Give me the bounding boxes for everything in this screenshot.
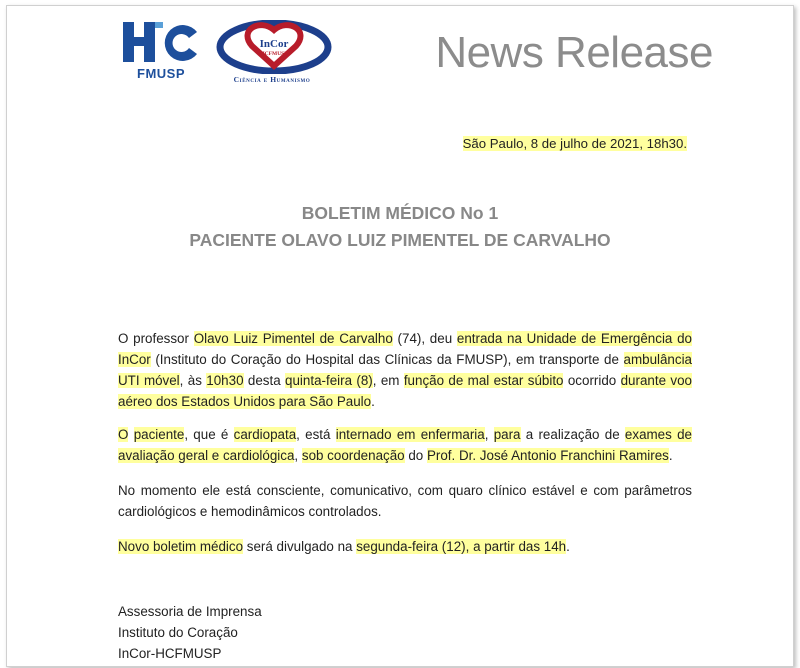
highlight: 10h30 (206, 373, 244, 388)
signature-line-2: Instituto do Coração (118, 625, 238, 640)
highlight: durante voo aéreo dos Estados Unidos para São Paulo (118, 373, 692, 409)
incor-logo (212, 20, 332, 90)
text: . (371, 394, 375, 409)
paragraph-next-bulletin (118, 536, 692, 557)
highlight: sob coordenação (301, 448, 405, 463)
text (128, 427, 133, 442)
highlight: Novo boletim médico (118, 539, 244, 554)
highlight: exames de avaliação geral e cardiológica (118, 427, 692, 463)
hc-fmusp-logo (121, 20, 207, 82)
text: do (404, 448, 427, 463)
paragraph-admission (118, 328, 692, 412)
signature-line-1: Assessoria de Imprensa (118, 604, 262, 619)
signature-line-3: InCor-HCFMUSP (118, 646, 222, 661)
paragraph-status (118, 424, 692, 466)
text: , está (296, 427, 336, 442)
bulletin-title: BOLETIM MÉDICO No 1 (301, 203, 499, 223)
text: (74), deu (392, 331, 457, 346)
text: a realização de (520, 427, 625, 442)
text: ocorrido (563, 373, 621, 388)
incor-logo-sub: HCFMUSP (260, 51, 288, 57)
text: desta (243, 373, 286, 388)
dateline-text: São Paulo, 8 de julho de 2021, 18h30. (462, 136, 687, 151)
text: . (566, 539, 570, 554)
highlight: O (118, 427, 129, 442)
text: , (484, 427, 494, 442)
highlight: função de mal estar súbito (403, 373, 564, 388)
highlight: internado em enfermaria (335, 427, 485, 442)
highlight: paciente (133, 427, 185, 442)
text: , às (179, 373, 207, 388)
text: , que é (184, 427, 234, 442)
incor-logo-tagline: Ciência e Humanismo (233, 75, 311, 84)
highlight: Olavo Luiz Pimentel de Carvalho (193, 331, 393, 346)
highlight: entrada na Unidade de Emergência do InCor (118, 331, 692, 367)
highlight: quinta-feira (8) (285, 373, 373, 388)
bulletin-subtitle: PACIENTE OLAVO LUIZ PIMENTEL DE CARVALHO (189, 230, 611, 250)
incor-logo-name: InCor (259, 38, 289, 50)
text: será divulgado na (243, 539, 357, 554)
dateline (463, 136, 687, 151)
highlight: para (493, 427, 521, 442)
text: , em (372, 373, 404, 388)
text: . (668, 448, 673, 463)
text: O professor (118, 331, 194, 346)
highlight: cardiopata (233, 427, 297, 442)
header-title: News Release (435, 28, 713, 77)
hc-logo-caption: FMUSP (137, 66, 185, 81)
highlight: Prof. Dr. José Antonio Franchini Ramires (426, 448, 669, 463)
text: , (294, 448, 302, 463)
highlight: segunda-feira (12), a partir das 14h (356, 539, 567, 554)
highlight: ambulância UTI móvel (118, 352, 692, 388)
news-release-page (6, 5, 794, 667)
paragraph-condition: No momento ele está consciente, comunicativo, com quaro clínico estável e com parâmetros cardiológicos e hemodinâmicos controlados. (118, 483, 692, 519)
text: (Instituto do Coração do Hospital das Clínicas da FMUSP), em transporte de (150, 352, 624, 367)
